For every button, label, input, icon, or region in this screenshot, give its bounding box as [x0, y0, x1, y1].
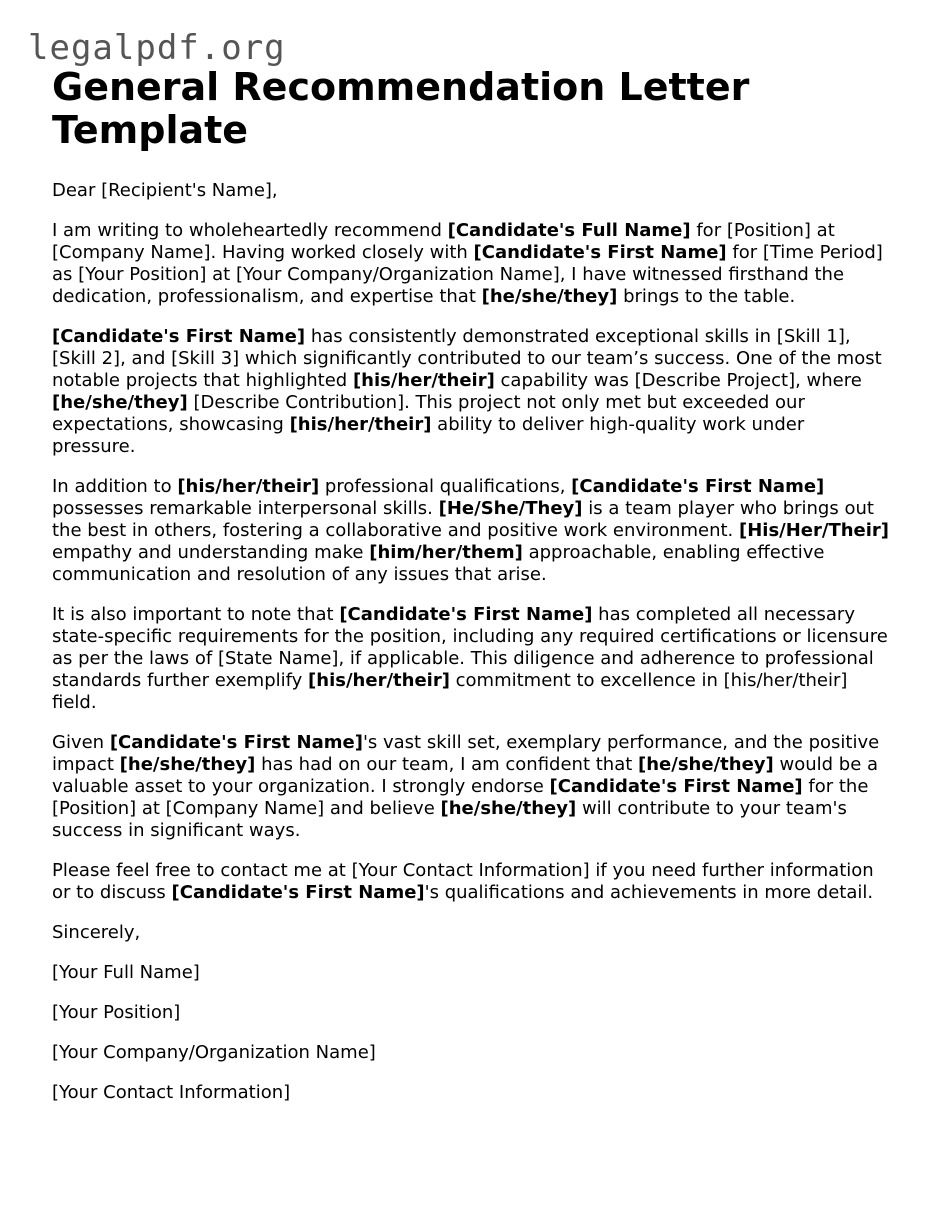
placeholder-emphasis: [his/her/their]: [352, 370, 495, 391]
salutation: Dear [Recipient's Name],: [52, 180, 278, 201]
placeholder-emphasis: [Candidate's First Name]: [109, 732, 363, 753]
placeholder-emphasis: [he/she/they]: [52, 392, 188, 413]
placeholder-emphasis: [his/her/their]: [289, 414, 432, 435]
placeholder-emphasis: [Candidate's First Name]: [473, 242, 727, 263]
placeholder-emphasis: [him/her/them]: [369, 542, 523, 563]
placeholder-emphasis: [Candidate's First Name]: [339, 604, 593, 625]
placeholder-emphasis: [Candidate's First Name]: [52, 326, 306, 347]
placeholder-emphasis: [Candidate's First Name]: [571, 476, 825, 497]
paragraph-4: It is also important to note that [Candidate's First Name] has completed all necessary state-specific requirements for the position, including any required certifications or licensure as per the laws of [State Name], if applicable. This diligence and adherence to professional standards further exemplify [his/her/their] commitment to excellence in [his/her/their] field.: [52, 604, 888, 713]
placeholder-emphasis: [he/she/they]: [119, 754, 256, 775]
signature-contact: [Your Contact Information]: [52, 1082, 291, 1103]
placeholder-emphasis: [His/Her/Their]: [738, 520, 890, 541]
paragraph-1: I am writing to wholeheartedly recommend [Candidate's Full Name] for [Position] at [Company Name]. Having worked closely with [Candidate's First Name] for [Time Period] as [Your Position] at [Your Company/Organization Name], I have witnessed firsthand the dedication, professionalism, and expertise that [he/she/they] brings to the table.: [52, 220, 883, 307]
paragraph-6: Please feel free to contact me at [Your Contact Information] if you need further information or to discuss [Candidate's First Name]'s qualifications and achievements in more detail.: [52, 860, 874, 903]
placeholder-emphasis: [He/She/They]: [438, 498, 583, 519]
signature-company: [Your Company/Organization Name]: [52, 1042, 376, 1063]
placeholder-emphasis: [he/she/they]: [440, 798, 577, 819]
placeholder-emphasis: [his/her/their]: [308, 670, 450, 691]
placeholder-emphasis: [Candidate's First Name]: [171, 882, 425, 903]
signature-name: [Your Full Name]: [52, 962, 200, 983]
paragraph-3: In addition to [his/her/their] professional qualifications, [Candidate's First Name] possesses remarkable interpersonal skills. [He/She/They] is a team player who brings out the best in others, fostering a collaborative and positive work environment. [His/Her/Their] empathy and understanding make [him/her/them] approachable, enabling effective communication and resolution of any issues that arise.: [52, 476, 890, 585]
letter-body: [52, 180, 892, 1104]
watermark: legalpdf.org: [28, 28, 286, 68]
paragraph-5: Given [Candidate's First Name]'s vast skill set, exemplary performance, and the positive impact [he/she/they] has had on our team, I am confident that [he/she/they] would be a valuable asset to your organization. I strongly endorse [Candidate's First Name] for the [Position] at [Company Name] and believe [he/she/they] will contribute to your team's success in significant ways.: [52, 732, 880, 841]
page-title: General Recommendation Letter Template: [52, 65, 750, 152]
letter: [52, 66, 892, 1122]
placeholder-emphasis: [his/her/their]: [177, 476, 320, 497]
placeholder-emphasis: [he/she/they]: [481, 286, 618, 307]
placeholder-emphasis: [Candidate's Full Name]: [447, 220, 691, 241]
placeholder-emphasis: [Candidate's First Name]: [549, 776, 803, 797]
signature-position: [Your Position]: [52, 1002, 181, 1023]
paragraph-2: [Candidate's First Name] has consistently demonstrated exceptional skills in [Skill 1], [Skill 2], and [Skill 3] which significantly contributed to our team’s success. One of the most notable projects that highlighted [his/her/their] capability was [Describe Project], where [he/she/they] [Describe Contribution]. This project not only met but exceeded our expectations, showcasing [his/her/their] ability to deliver high-quality work under pressure.: [52, 326, 882, 457]
placeholder-emphasis: [he/she/they]: [638, 754, 774, 775]
closing: Sincerely,: [52, 922, 141, 943]
